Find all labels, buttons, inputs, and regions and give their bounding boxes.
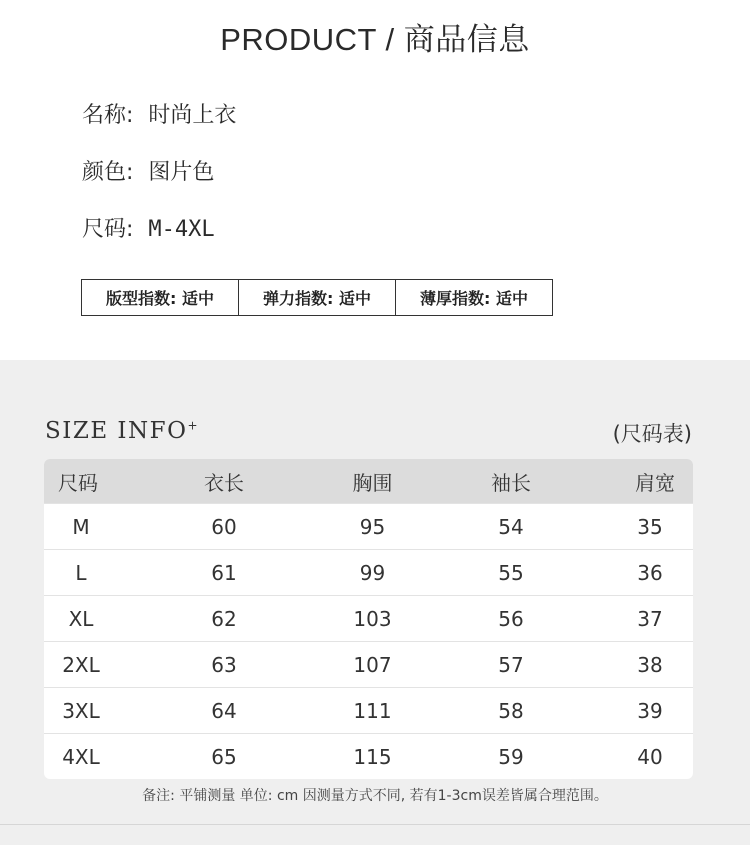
table-cell: XL — [68, 606, 94, 631]
info-label: 颜色: — [82, 160, 134, 185]
stretch-index: 弹力指数: 适中 — [238, 280, 395, 315]
fit-index: 版型指数: 适中 — [106, 289, 214, 308]
size-info-section — [0, 360, 750, 845]
table-cell: 111 — [353, 698, 392, 723]
table-cell: 56 — [498, 606, 524, 631]
table-cell: 65 — [211, 744, 237, 769]
table-row — [44, 733, 693, 779]
table-cell: 95 — [359, 514, 386, 539]
product-info-section — [0, 0, 750, 360]
table-cell: 59 — [498, 744, 524, 769]
table-cell: 55 — [498, 560, 524, 585]
table-header-row — [44, 459, 693, 503]
table-cell: 38 — [637, 652, 663, 677]
divider — [0, 824, 750, 825]
info-name-row — [82, 98, 236, 129]
column-header: 衣长 — [204, 470, 244, 495]
table-cell: L — [75, 560, 87, 585]
thickness-index: 薄厚指数: 适中 — [395, 280, 552, 315]
measurement-note: 备注: 平铺测量 单位: cm 因测量方式不同, 若有1-3cm误差皆属合理范围。 — [142, 788, 608, 804]
table-cell: 36 — [637, 560, 663, 585]
table-cell: 58 — [498, 698, 524, 723]
table-cell: 115 — [353, 744, 392, 769]
size-table — [44, 459, 693, 779]
table-cell: 3XL — [62, 698, 100, 723]
table-row — [44, 595, 693, 641]
table-cell: 63 — [211, 652, 237, 677]
table-cell: M — [72, 514, 90, 539]
table-cell: 2XL — [62, 652, 100, 677]
table-cell: 62 — [211, 606, 237, 631]
table-cell: 39 — [637, 698, 663, 723]
table-cell: 40 — [637, 744, 663, 769]
size-info-title: SIZE INFO+ — [45, 418, 200, 444]
fit-index-box — [81, 279, 553, 316]
info-color-row — [82, 155, 214, 186]
table-cell: 61 — [211, 560, 237, 585]
table-cell: 60 — [211, 514, 237, 539]
table-cell: 57 — [498, 652, 524, 677]
column-header: 袖长 — [491, 470, 531, 495]
size-chart-label: (尺码表) — [612, 422, 692, 446]
table-cell: 54 — [498, 514, 524, 539]
table-row — [44, 687, 693, 733]
info-value: 时尚上衣 — [148, 103, 237, 128]
table-cell: 64 — [211, 698, 237, 723]
column-header: 肩宽 — [635, 470, 675, 495]
table-row — [44, 549, 693, 595]
table-cell: 99 — [359, 560, 386, 585]
column-header: 尺码 — [58, 470, 98, 495]
table-cell: 103 — [353, 606, 392, 631]
column-header: 胸围 — [352, 470, 393, 495]
table-row — [44, 503, 693, 549]
info-value: M-4XL — [148, 217, 215, 242]
table-row — [44, 641, 693, 687]
info-label: 尺码: — [82, 217, 134, 242]
title-mark: + — [187, 418, 200, 433]
info-value: 图片色 — [148, 160, 215, 185]
info-size-row — [82, 212, 215, 243]
table-cell: 35 — [637, 514, 663, 539]
page-title: PRODUCT / 商品信息 — [220, 22, 530, 57]
table-cell: 37 — [637, 606, 663, 631]
table-cell: 4XL — [62, 744, 100, 769]
info-label: 名称: — [82, 103, 134, 128]
table-cell: 107 — [353, 652, 392, 677]
